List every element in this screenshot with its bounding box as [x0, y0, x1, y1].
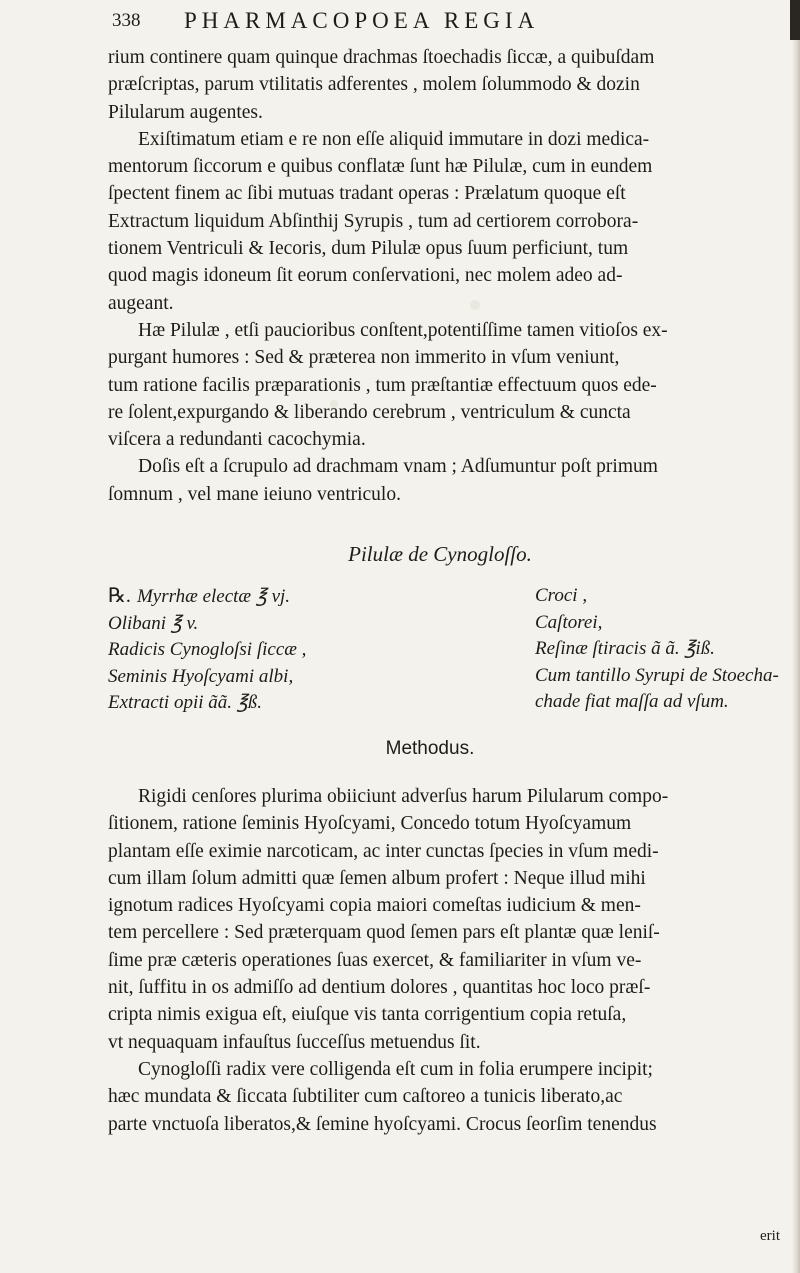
recipe-symbol: ℞. [108, 585, 131, 607]
text-line: Rigidi cenſores plurima obiiciunt adverſus harum Pilularum compo- [138, 786, 669, 807]
text-line: Extractum liquidum Abſinthij Syrupis , tum ad certiorem corrobora- [108, 210, 639, 232]
text-line: tem percellere : Sed præterquam quod ſemen pars eſt plantæ quæ leniſ- [108, 922, 660, 944]
ingredient-line: Croci , [535, 585, 588, 606]
text-line: cum illam ſolum admitti quæ ſemen album profert : Neque illud mihi [108, 867, 646, 889]
text-line: cripta nimis exigua eſt, eiuſque vis tanta corrigentium copia retuſa, [108, 1004, 627, 1026]
ingredient-line: Reſinæ ſtiracis ã ã. ℥iß. [535, 638, 715, 659]
paragraph [108, 126, 784, 317]
text-line: plantam eſſe eximie narcoticam, ac inter cunctas ſpecies in vſum medi- [108, 840, 659, 862]
text-line: Hæ Pilulæ , etſi paucioribus conſtent,potentiſſime tamen vitioſos ex- [138, 319, 668, 341]
ingredient-line: Caſtorei, [535, 611, 603, 633]
text-block-top [108, 44, 784, 508]
running-title: PHARMACOPOEA REGIA [184, 8, 540, 33]
text-line: tum ratione facilis præparationis , tum præſtantiæ effectuum quos ede- [108, 374, 657, 396]
ingredient-line: Radicis Cynogloſsi ſiccæ , [108, 639, 307, 660]
ingredient-line: Extracti opii ãã. ℥ß. [108, 692, 262, 713]
running-header [112, 8, 792, 42]
recipe-ingredients-left [108, 583, 438, 717]
text-line: viſcera a redundanti cacochymia. [108, 429, 366, 451]
text-line: parte vnctuoſa liberatos,& ſemine hyoſcyami. Crocus ſeorſim tenendus [108, 1113, 657, 1135]
catchword: erit [760, 1228, 780, 1244]
text-line: præſcriptas, parum vtilitatis adferentes , molem ſolummodo & dozin [108, 74, 640, 96]
text-line: tionem Ventriculi & Iecoris, dum Pilulæ opus ſuum perficiunt, tum [108, 238, 629, 260]
ingredient-line: Olibani ℥ v. [108, 612, 199, 634]
text-line: ſitionem, ratione ſeminis Hyoſcyami, Concedo totum Hyoſcyamum [108, 813, 632, 835]
text-line: ſime præ cæteris operationes ſuas exercet, & familiariter in vſum ve- [108, 949, 642, 971]
paragraph [108, 1056, 784, 1138]
paragraph [108, 783, 784, 1056]
text-line: purgant humores : Sed & præterea non immerito in vſum veniunt, [108, 347, 620, 369]
text-line: re ſolent,expurgando & liberando cerebrum , ventriculum & cuncta [108, 401, 631, 423]
text-line: quod magis idoneum ſit eorum conſervationi, nec molem adeo ad- [108, 265, 623, 287]
text-line: Exiſtimatum etiam e re non eſſe aliquid immutare in dozi medica- [138, 128, 650, 150]
ingredient-line: chade fiat maſſa ad vſum. [535, 691, 729, 712]
ingredient-text: Myrrhæ electæ ℥ vj. [136, 586, 291, 607]
text-line: ſpectent finem ac ſibi mutuas tradant operas : Prælatum quoque eſt [108, 183, 626, 205]
paragraph [108, 44, 784, 126]
text-line: Cynogloſſi radix vere colligenda eſt cum in folia erumpere incipit; [138, 1058, 653, 1080]
text-line: augeant. [108, 292, 174, 314]
paragraph [108, 453, 784, 508]
text-line: rium continere quam quinque drachmas ſtoechadis ſiccæ, a quibuſdam [108, 47, 655, 68]
text-block-method [108, 783, 784, 1138]
text-line: nit, ſuffitu in os admiſſo ad dentium dolores , quantitas hoc loco præſ- [108, 977, 651, 999]
page-number: 338 [112, 10, 141, 31]
ingredient-line: Cum tantillo Syrupi de Stoecha- [535, 664, 779, 686]
text-line: ignotum radices Hyoſcyami copia maiori comeſtas iudicium & men- [108, 895, 641, 917]
recipe-ingredients-right [535, 583, 795, 716]
paragraph [108, 317, 784, 453]
text-line: vt nequaquam infauſtus ſucceſſus metuendus ſit. [108, 1031, 481, 1053]
ingredient-line [108, 583, 438, 611]
text-line: mentorum ſiccorum e quibus conflatæ ſunt hæ Pilulæ, cum in eundem [108, 156, 653, 178]
ingredient-line: Seminis Hyoſcyami albi, [108, 665, 294, 687]
methodus-heading: Methodus. [385, 738, 475, 759]
text-line: hæc mundata & ſiccata ſubtiliter cum caſtoreo a tunicis liberato,ac [108, 1086, 623, 1108]
text-line: Pilularum augentes. [108, 101, 263, 123]
text-line: Doſis eſt a ſcrupulo ad drachmam vnam ; Adſumuntur poſt primum [138, 456, 658, 478]
recipe-title: Pilulæ de Cynogloſſo. [348, 542, 532, 566]
text-line: ſomnum , vel mane ieiuno ventriculo. [108, 483, 401, 505]
